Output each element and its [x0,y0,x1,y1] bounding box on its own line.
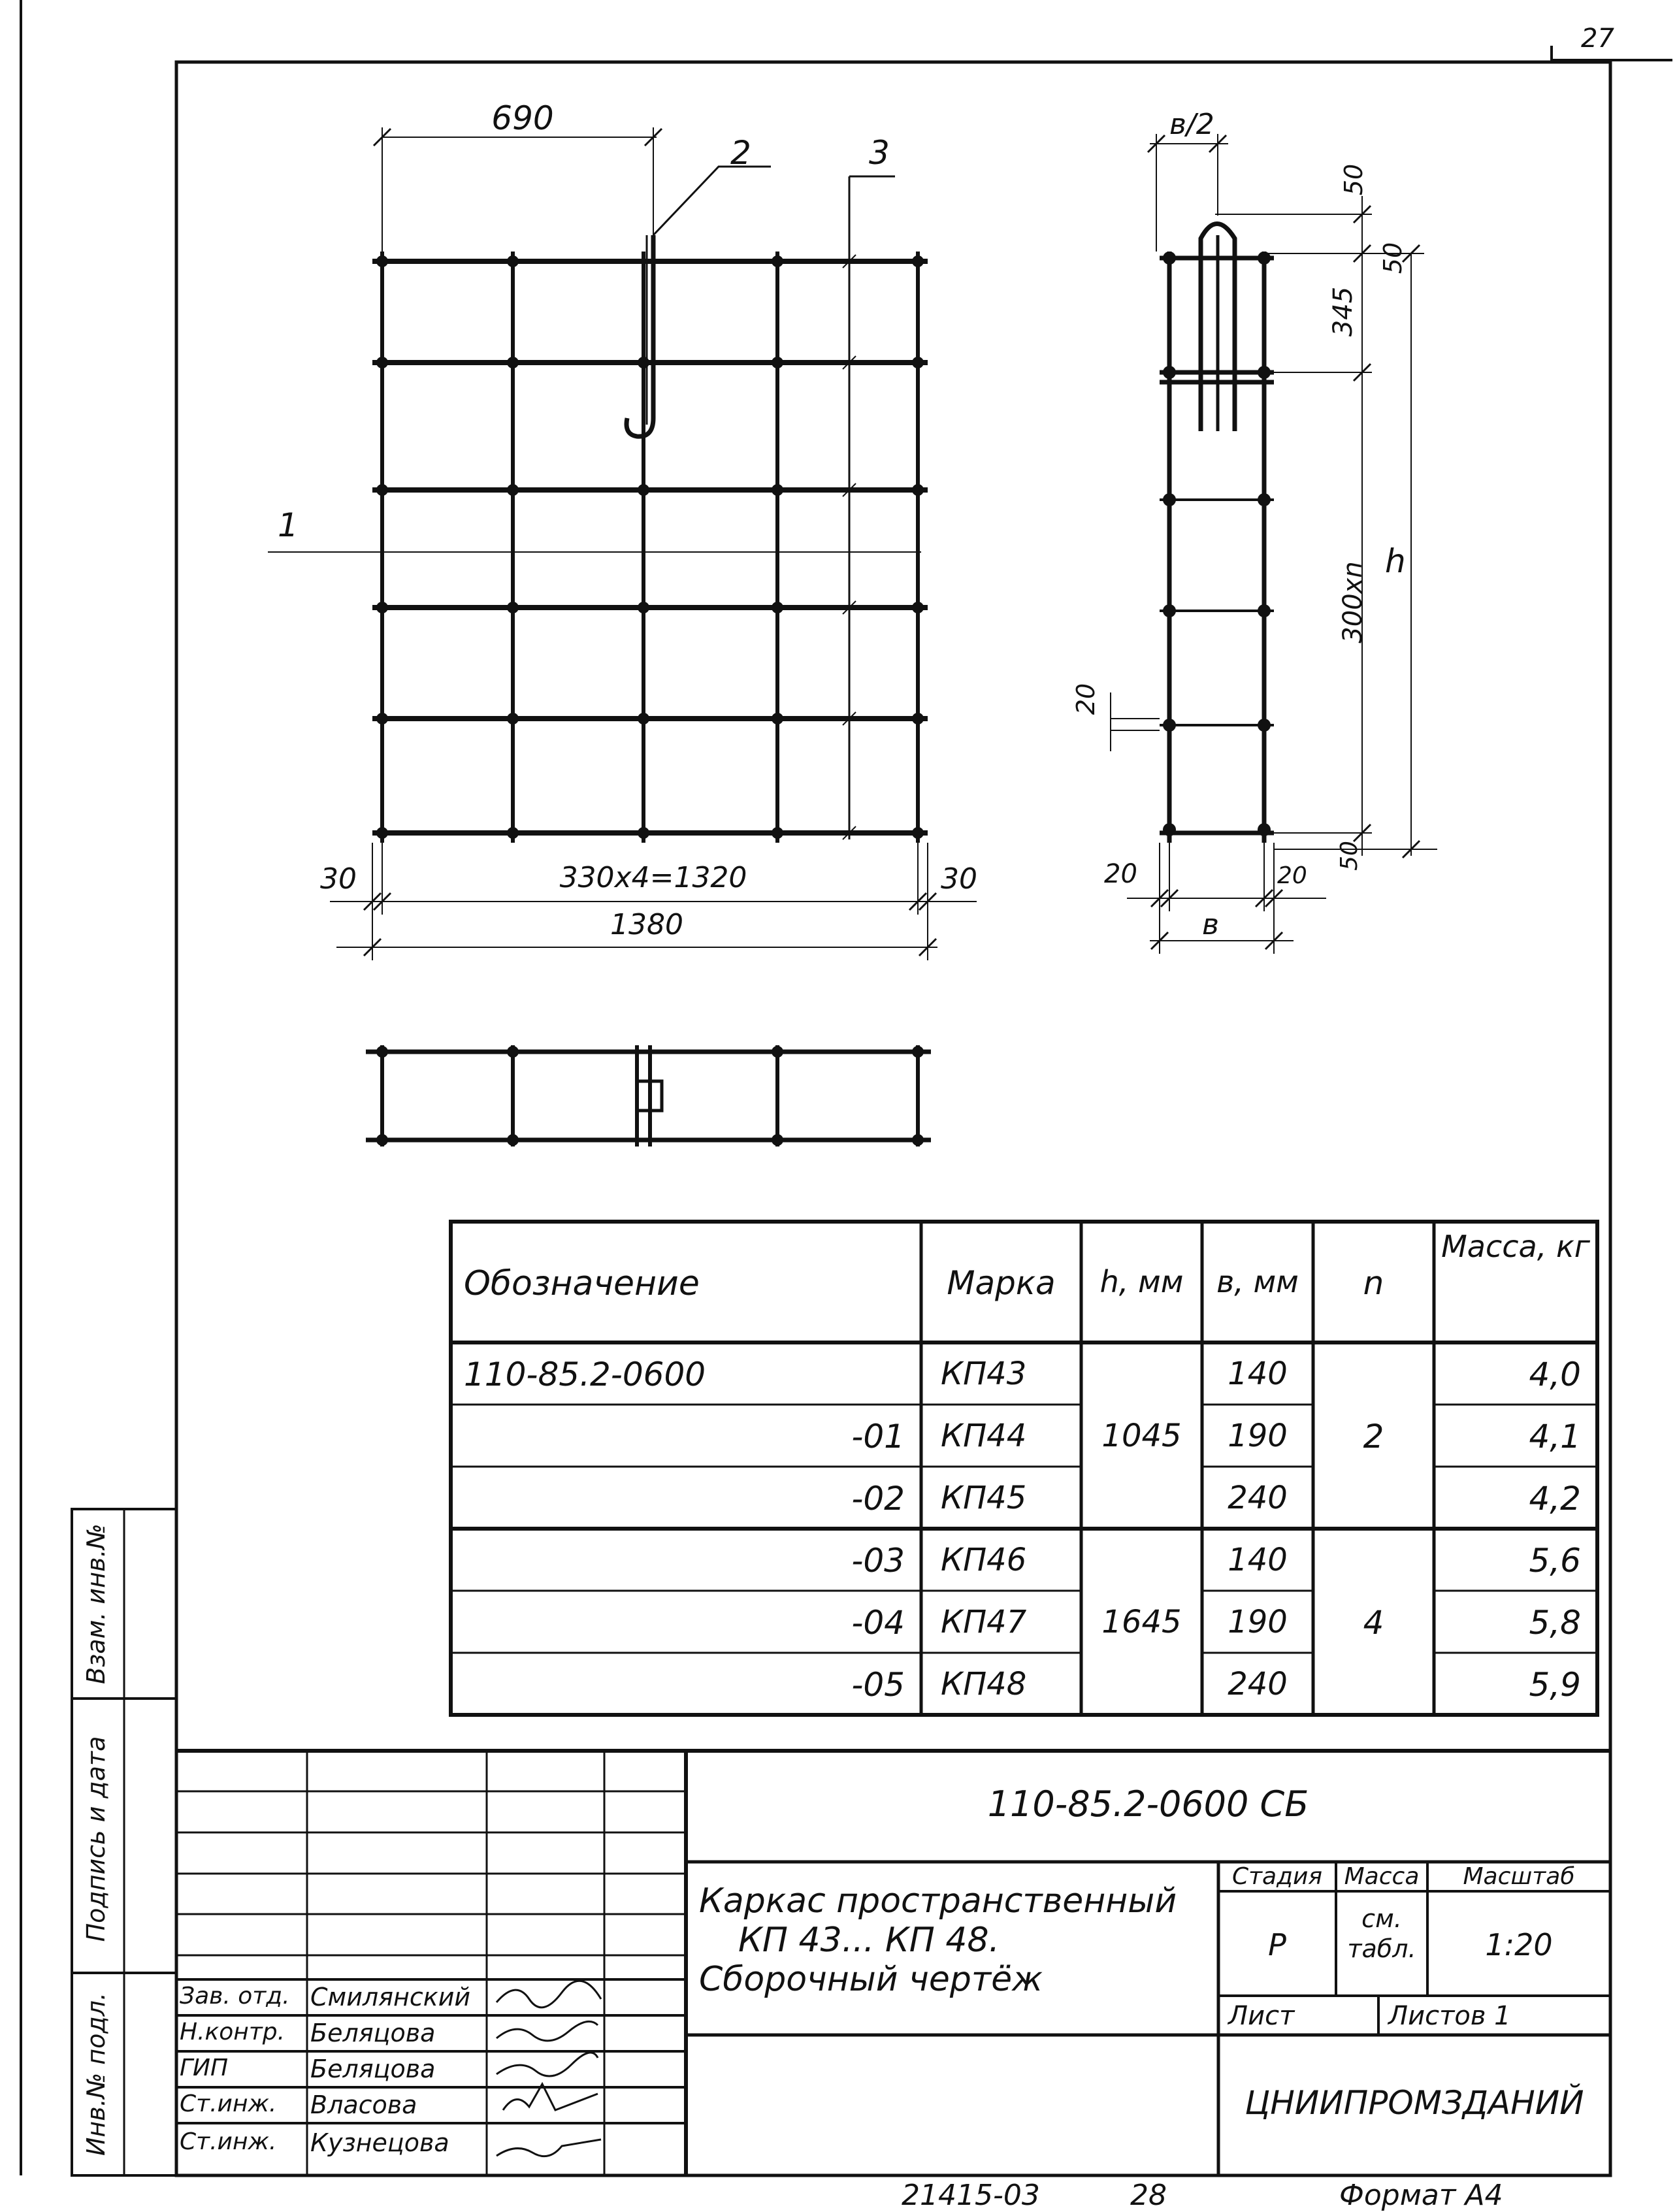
dim-20-left: 20 [1071,683,1100,715]
staff-role: Н.контр. [180,2019,285,2045]
cell-b: 240 [1228,1666,1288,1702]
cell-designation: 110-85.2-0600 [464,1356,706,1393]
staff-role: Ст.инж. [180,2090,277,2117]
front-view [268,127,977,960]
cell-b: 190 [1228,1604,1288,1640]
dim-1380: 1380 [610,908,683,941]
th-designation: Обозначение [464,1264,700,1303]
scale-value: 1:20 [1485,1927,1553,1962]
footer-format: Формат А4 [1339,2179,1503,2212]
cell-b: 240 [1228,1480,1288,1516]
cell-designation: -02 [851,1480,905,1518]
dim-690: 690 [491,99,554,137]
cell-mark: КП48 [941,1666,1027,1702]
signatures [497,1981,601,2156]
dim-20-right: 20 [1277,862,1307,889]
th-h: h, мм [1099,1264,1184,1299]
cell-mass: 4,2 [1529,1480,1581,1518]
staff-role: Ст.инж. [180,2128,277,2155]
cell-n-group1: 2 [1363,1418,1384,1456]
plan-view [366,1045,931,1147]
title-line2: КП 43... КП 48. [738,1921,1000,1960]
callout-3: 3 [869,134,890,172]
dim-50-bottom: 50 [1336,841,1363,871]
sheet-frame [176,62,1610,2175]
staff-name: Смилянский [310,1983,471,2011]
dim-50-a: 50 [1339,163,1368,196]
sheet-label: Лист [1228,2001,1295,2031]
stage-label: Стадия [1231,1863,1323,1890]
organization: ЦНИИПРОМЗДАНИЙ [1245,2084,1584,2122]
dim-b-half: в/2 [1169,108,1214,141]
cell-mark: КП45 [941,1480,1027,1516]
cell-b: 190 [1228,1418,1288,1454]
th-mass: Масса, кг [1441,1229,1590,1264]
callout-2: 2 [730,134,751,172]
cell-mark: КП47 [941,1604,1027,1640]
stage-value: Р [1268,1927,1286,1962]
dim-330x4: 330x4=1320 [559,861,747,894]
cell-mark: КП44 [941,1418,1027,1454]
footer-page: 28 [1130,2179,1167,2212]
title-line3: Сборочный чертёж [699,1960,1043,1999]
cell-mass: 4,0 [1529,1356,1581,1393]
staff-role: ГИП [180,2055,229,2081]
cell-designation: -03 [851,1542,905,1580]
stamp-inv-podl: Инв.№ подл. [82,1992,110,2156]
staff-name: Кузнецова [310,2128,449,2157]
scale-label: Масштаб [1463,1863,1575,1890]
cell-h-group2: 1645 [1101,1604,1182,1640]
cell-mark: КП43 [941,1356,1027,1392]
th-mark: Марка [947,1264,1056,1302]
dim-h: h [1385,542,1406,580]
mass-value: см. табл. [1347,1904,1416,1963]
cell-h-group1: 1045 [1101,1418,1182,1454]
cell-designation: -01 [851,1418,905,1456]
stamp-vzam: Взам. инв.№ [82,1523,110,1684]
footer-number: 21415-03 [902,2179,1040,2212]
dim-50-b: 50 [1378,242,1407,274]
title-line1: Каркас пространственный [699,1881,1177,1921]
cell-b: 140 [1228,1356,1288,1392]
doc-code: 110-85.2-0600 СБ [987,1783,1309,1825]
dim-345: 345 [1328,286,1358,337]
cell-mass: 5,6 [1529,1542,1581,1580]
cell-mass: 5,8 [1529,1604,1581,1642]
sheets-label: Листов 1 [1388,2001,1511,2031]
dim-300n: 300хn [1338,561,1368,643]
staff-role: Зав. отд. [180,1983,290,2009]
cell-mark: КП46 [941,1542,1027,1578]
dim-b: в [1202,908,1219,941]
cell-n-group2: 4 [1363,1604,1384,1642]
staff-name: Беляцова [310,2055,436,2083]
cell-mass: 4,1 [1529,1418,1581,1456]
page-number: 27 [1581,24,1614,54]
stamp-podpis: Подпись и дата [82,1736,110,1942]
cell-designation: -04 [851,1604,905,1642]
cell-designation: -05 [851,1666,905,1704]
mass-label: Масса [1344,1863,1420,1890]
th-b: в, мм [1216,1264,1299,1299]
dim-20-bottom: 20 [1104,859,1137,889]
cell-b: 140 [1228,1542,1288,1578]
dim-30-left: 30 [320,862,357,896]
staff-name: Беляцова [310,2019,436,2047]
th-n: n [1363,1264,1384,1302]
callout-1: 1 [278,506,299,544]
cell-mass: 5,9 [1529,1666,1581,1704]
dim-30-right: 30 [941,862,977,896]
staff-name: Власова [310,2090,417,2119]
